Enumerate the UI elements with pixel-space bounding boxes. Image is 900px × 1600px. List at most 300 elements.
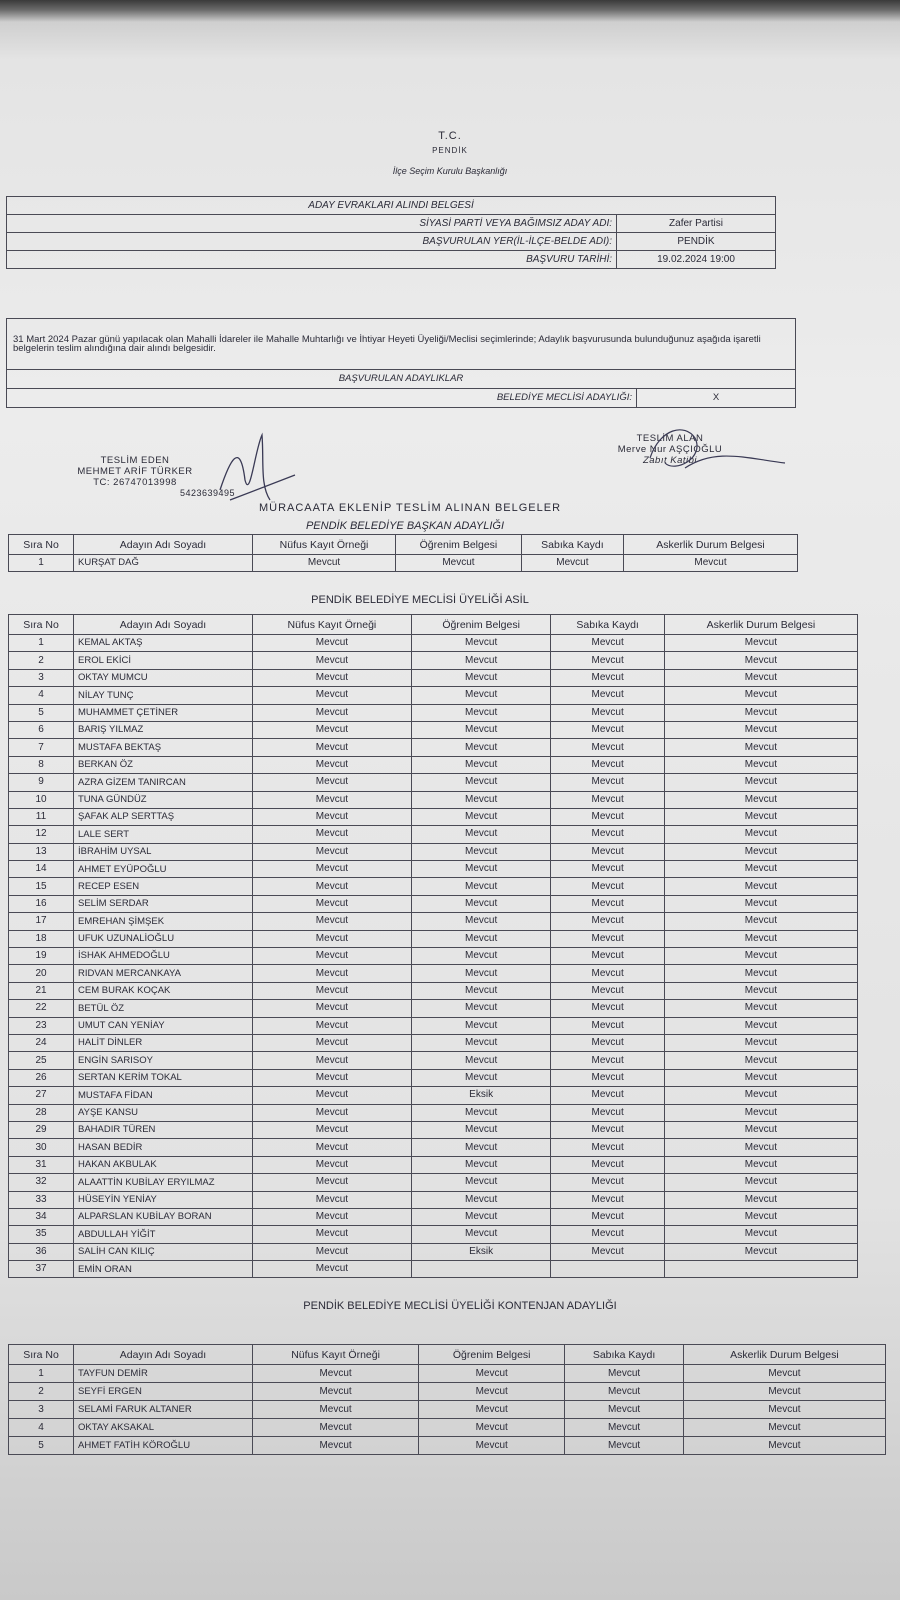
row-ogrenim: Mevcut: [419, 1437, 565, 1455]
table-row: [9, 965, 858, 982]
table-row: [9, 635, 858, 652]
row-name: MUHAMMET ÇETİNER: [74, 704, 253, 721]
table-row: [9, 1121, 858, 1138]
row-name: İBRAHİM UYSAL: [74, 843, 253, 860]
row-name: SEYFİ ERGEN: [74, 1383, 253, 1401]
row-askerlik: Mevcut: [664, 1017, 857, 1034]
row-nufus: Mevcut: [253, 791, 412, 808]
table-row: [9, 1243, 858, 1260]
table-row: [9, 791, 858, 808]
row-sabika: Mevcut: [565, 1401, 684, 1419]
row-ogrenim: Mevcut: [411, 774, 551, 791]
col-no: Sıra No: [9, 615, 74, 635]
table-row: [9, 826, 858, 843]
table-row: [9, 1226, 858, 1243]
row-no: 16: [9, 895, 74, 912]
row-sabika: Mevcut: [551, 791, 664, 808]
applied-title: BAŞVURULAN ADAYLIKLAR: [7, 370, 796, 389]
row-name: EMİN ORAN: [74, 1261, 253, 1278]
row-no: 3: [9, 1401, 74, 1419]
table-row: [9, 913, 858, 930]
row-name: TAYFUN DEMİR: [74, 1365, 253, 1383]
table-row: [9, 1087, 858, 1104]
receipt-title: ADAY EVRAKLARI ALINDI BELGESİ: [7, 197, 776, 215]
col-name: Adayın Adı Soyadı: [74, 535, 253, 555]
row-no: 36: [9, 1243, 74, 1260]
row-sabika: Mevcut: [551, 704, 664, 721]
col-askerlik: Askerlik Durum Belgesi: [623, 535, 797, 555]
row-askerlik: Mevcut: [664, 965, 857, 982]
receiver-signature-icon: [635, 418, 795, 488]
table-row: [9, 704, 858, 721]
row-no: 4: [9, 1419, 74, 1437]
row-sabika: Mevcut: [551, 808, 664, 825]
row-no: 2: [9, 652, 74, 669]
row-no: 34: [9, 1208, 74, 1225]
row-askerlik: Mevcut: [683, 1383, 885, 1401]
header-tc: T.C.: [438, 130, 462, 142]
row-no: 13: [9, 843, 74, 860]
table-row: [9, 739, 858, 756]
row-no: 21: [9, 982, 74, 999]
row-sabika: Mevcut: [551, 721, 664, 738]
row-askerlik: Mevcut: [664, 843, 857, 860]
applied-mark: X: [637, 389, 796, 408]
row-askerlik: Mevcut: [664, 895, 857, 912]
row-name: UFUK UZUNALİOĞLU: [74, 930, 253, 947]
row-no: 19: [9, 948, 74, 965]
row-sabika: Mevcut: [551, 1226, 664, 1243]
row-sabika: Mevcut: [551, 1174, 664, 1191]
row-sabika: Mevcut: [551, 1191, 664, 1208]
row-name: TUNA GÜNDÜZ: [74, 791, 253, 808]
row-sabika: Mevcut: [565, 1383, 684, 1401]
row-nufus: Mevcut: [253, 861, 412, 878]
row-no: 27: [9, 1087, 74, 1104]
receipt-label-date: BAŞVURU TARİHİ:: [7, 251, 617, 269]
giver-signature-icon: [200, 430, 310, 510]
row-nufus: Mevcut: [253, 826, 412, 843]
row-askerlik: Mevcut: [664, 774, 857, 791]
table-row: [9, 1401, 886, 1419]
row-name: ŞAFAK ALP SERTTAŞ: [74, 808, 253, 825]
row-nufus: Mevcut: [253, 1121, 412, 1138]
row-name: UMUT CAN YENİAY: [74, 1017, 253, 1034]
row-nufus: Mevcut: [253, 1052, 412, 1069]
row-ogrenim: Eksik: [411, 1087, 551, 1104]
row-no: 6: [9, 721, 74, 738]
row-askerlik: Mevcut: [664, 1243, 857, 1260]
row-name: ALAATTİN KUBİLAY ERYILMAZ: [74, 1174, 253, 1191]
row-sabika: Mevcut: [551, 1000, 664, 1017]
row-askerlik: Mevcut: [664, 669, 857, 686]
row-name: OKTAY AKSAKAL: [74, 1419, 253, 1437]
table-row: [9, 1034, 858, 1051]
giver-name: MEHMET ARİF TÜRKER: [77, 466, 193, 477]
row-askerlik: Mevcut: [664, 1208, 857, 1225]
row-askerlik: Mevcut: [664, 652, 857, 669]
council-title: PENDİK BELEDİYE MECLİSİ ÜYELİĞİ ASİL: [311, 594, 529, 606]
row-sabika: Mevcut: [551, 687, 664, 704]
row-ogrenim: Mevcut: [411, 1156, 551, 1173]
row-no: 5: [9, 1437, 74, 1455]
table-row: [9, 1174, 858, 1191]
row-name: AYŞE KANSU: [74, 1104, 253, 1121]
row-nufus: Mevcut: [253, 1174, 412, 1191]
row-no: 31: [9, 1156, 74, 1173]
row-nufus: Mevcut: [253, 1208, 412, 1225]
table-row: [9, 1156, 858, 1173]
row-askerlik: Mevcut: [664, 756, 857, 773]
row-no: 33: [9, 1191, 74, 1208]
row-askerlik: Mevcut: [623, 555, 797, 572]
row-sabika: Mevcut: [551, 843, 664, 860]
row-name: RECEP ESEN: [74, 878, 253, 895]
row-ogrenim: Mevcut: [411, 687, 551, 704]
row-askerlik: Mevcut: [664, 1052, 857, 1069]
table-row: [9, 687, 858, 704]
row-nufus: Mevcut: [253, 1000, 412, 1017]
notice-text: 31 Mart 2024 Pazar günü yapılacak olan Mahalli İdareler ile Mahalle Muhtarlığı ve İhtiyar Heyeti Üyeliği/Meclisi seçimlerinde; Adaylık başvurusunda bulunduğunuz aşağıda işaretli belgelerin teslim alındığına dair alındı belgesidir.: [7, 319, 796, 370]
table-row: [9, 1383, 886, 1401]
row-askerlik: Mevcut: [664, 687, 857, 704]
col-no: Sıra No: [9, 535, 74, 555]
header-district: PENDİK: [432, 146, 468, 155]
row-sabika: Mevcut: [551, 669, 664, 686]
row-nufus: Mevcut: [253, 739, 412, 756]
row-name: CEM BURAK KOÇAK: [74, 982, 253, 999]
row-sabika: Mevcut: [551, 895, 664, 912]
table-row: [9, 1419, 886, 1437]
row-sabika: Mevcut: [551, 965, 664, 982]
row-nufus: Mevcut: [253, 1261, 412, 1278]
table-row: [9, 1069, 858, 1086]
row-nufus: Mevcut: [253, 555, 396, 572]
row-no: 4: [9, 687, 74, 704]
row-nufus: Mevcut: [253, 652, 412, 669]
mayor-table: [8, 534, 798, 572]
row-sabika: Mevcut: [551, 1017, 664, 1034]
col-name: Adayın Adı Soyadı: [74, 1345, 253, 1365]
row-askerlik: Mevcut: [664, 635, 857, 652]
row-name: AZRA GİZEM TANIRCAN: [74, 774, 253, 791]
row-nufus: Mevcut: [253, 948, 412, 965]
row-nufus: Mevcut: [253, 669, 412, 686]
row-nufus: Mevcut: [253, 1365, 419, 1383]
row-ogrenim: Mevcut: [411, 948, 551, 965]
table-row: [9, 1208, 858, 1225]
row-no: 29: [9, 1121, 74, 1138]
row-askerlik: Mevcut: [664, 826, 857, 843]
row-nufus: Mevcut: [253, 1191, 412, 1208]
receipt-table: [6, 196, 776, 269]
row-askerlik: Mevcut: [664, 1069, 857, 1086]
row-askerlik: Mevcut: [664, 878, 857, 895]
row-no: 11: [9, 808, 74, 825]
row-nufus: Mevcut: [253, 808, 412, 825]
row-nufus: Mevcut: [253, 1226, 412, 1243]
mayor-header-row: [9, 535, 798, 555]
table-row: [9, 652, 858, 669]
row-no: 24: [9, 1034, 74, 1051]
table-row: [9, 1437, 886, 1455]
row-askerlik: Mevcut: [664, 1034, 857, 1051]
row-sabika: Mevcut: [551, 1034, 664, 1051]
row-no: 1: [9, 555, 74, 572]
row-nufus: Mevcut: [253, 1437, 419, 1455]
row-askerlik: Mevcut: [664, 1226, 857, 1243]
receipt-value-place: PENDİK: [617, 233, 776, 251]
row-sabika: Mevcut: [551, 1243, 664, 1260]
receiver-title: TESLİM ALAN: [636, 433, 704, 444]
row-ogrenim: Mevcut: [411, 1139, 551, 1156]
row-askerlik: Mevcut: [664, 808, 857, 825]
row-name: MUSTAFA BEKTAŞ: [74, 739, 253, 756]
col-name: Adayın Adı Soyadı: [74, 615, 253, 635]
header-board: İlçe Seçim Kurulu Başkanlığı: [392, 166, 508, 176]
row-no: 14: [9, 861, 74, 878]
row-no: 26: [9, 1069, 74, 1086]
row-name: HALİT DİNLER: [74, 1034, 253, 1051]
row-ogrenim: Mevcut: [411, 895, 551, 912]
row-no: 15: [9, 878, 74, 895]
row-nufus: Mevcut: [253, 635, 412, 652]
row-name: ALPARSLAN KUBİLAY BORAN: [74, 1208, 253, 1225]
row-nufus: Mevcut: [253, 1069, 412, 1086]
table-row: [9, 1017, 858, 1034]
row-nufus: Mevcut: [253, 1243, 412, 1260]
row-ogrenim: [411, 1261, 551, 1278]
row-askerlik: Mevcut: [683, 1365, 885, 1383]
row-no: 7: [9, 739, 74, 756]
row-name: HASAN BEDİR: [74, 1139, 253, 1156]
col-sabika: Sabıka Kaydı: [565, 1345, 684, 1365]
row-ogrenim: Mevcut: [411, 1121, 551, 1138]
row-sabika: Mevcut: [551, 1156, 664, 1173]
row-sabika: Mevcut: [551, 1139, 664, 1156]
row-name: SELAMİ FARUK ALTANER: [74, 1401, 253, 1419]
table-row: [9, 948, 858, 965]
row-no: 8: [9, 756, 74, 773]
row-sabika: Mevcut: [551, 861, 664, 878]
row-ogrenim: Mevcut: [411, 861, 551, 878]
row-sabika: Mevcut: [565, 1419, 684, 1437]
row-sabika: Mevcut: [551, 652, 664, 669]
row-no: 17: [9, 913, 74, 930]
col-nufus: Nüfus Kayıt Örneği: [253, 535, 396, 555]
row-nufus: Mevcut: [253, 1419, 419, 1437]
quota-table: [8, 1344, 886, 1455]
table-row: [9, 669, 858, 686]
row-name: LALE SERT: [74, 826, 253, 843]
row-nufus: Mevcut: [253, 1383, 419, 1401]
table-row: [9, 721, 858, 738]
row-nufus: Mevcut: [253, 774, 412, 791]
row-sabika: Mevcut: [521, 555, 623, 572]
row-ogrenim: Mevcut: [419, 1383, 565, 1401]
row-sabika: Mevcut: [565, 1365, 684, 1383]
row-sabika: Mevcut: [551, 1069, 664, 1086]
row-sabika: Mevcut: [551, 1121, 664, 1138]
table-row: [9, 861, 858, 878]
row-sabika: Mevcut: [551, 913, 664, 930]
table-row: [9, 774, 858, 791]
row-name: SERTAN KERİM TOKAL: [74, 1069, 253, 1086]
row-askerlik: Mevcut: [664, 1139, 857, 1156]
row-name: KEMAL AKTAŞ: [74, 635, 253, 652]
row-no: 1: [9, 1365, 74, 1383]
row-askerlik: Mevcut: [664, 1191, 857, 1208]
row-no: 30: [9, 1139, 74, 1156]
row-sabika: Mevcut: [551, 1052, 664, 1069]
attached-title: MÜRACAATA EKLENİP TESLİM ALINAN BELGELER: [258, 502, 562, 514]
row-nufus: Mevcut: [253, 721, 412, 738]
row-askerlik: Mevcut: [664, 948, 857, 965]
row-no: 28: [9, 1104, 74, 1121]
notice-table: [6, 318, 796, 408]
row-nufus: Mevcut: [253, 687, 412, 704]
row-nufus: Mevcut: [253, 878, 412, 895]
row-no: 20: [9, 965, 74, 982]
giver-tc: TC: 26747013998: [93, 477, 177, 488]
row-no: 32: [9, 1174, 74, 1191]
row-nufus: Mevcut: [253, 895, 412, 912]
row-ogrenim: Mevcut: [411, 878, 551, 895]
row-nufus: Mevcut: [253, 756, 412, 773]
row-name: HAKAN AKBULAK: [74, 1156, 253, 1173]
table-row: [9, 808, 858, 825]
row-no: 9: [9, 774, 74, 791]
row-ogrenim: Mevcut: [411, 826, 551, 843]
quota-title: PENDİK BELEDİYE MECLİSİ ÜYELİĞİ KONTENJAN ADAYLIĞI: [303, 1300, 617, 1312]
row-askerlik: Mevcut: [664, 739, 857, 756]
row-name: KURŞAT DAĞ: [74, 555, 253, 572]
row-askerlik: Mevcut: [664, 1000, 857, 1017]
col-ogrenim: Öğrenim Belgesi: [411, 615, 551, 635]
row-askerlik: Mevcut: [664, 861, 857, 878]
row-sabika: Mevcut: [551, 982, 664, 999]
row-name: HÜSEYİN YENİAY: [74, 1191, 253, 1208]
row-no: 1: [9, 635, 74, 652]
row-no: 37: [9, 1261, 74, 1278]
row-ogrenim: Mevcut: [411, 965, 551, 982]
row-no: 23: [9, 1017, 74, 1034]
row-ogrenim: Mevcut: [411, 1052, 551, 1069]
row-askerlik: Mevcut: [664, 704, 857, 721]
row-no: 12: [9, 826, 74, 843]
receipt-value-date: 19.02.2024 19:00: [617, 251, 776, 269]
col-nufus: Nüfus Kayıt Örneği: [253, 1345, 419, 1365]
table-row: [9, 1191, 858, 1208]
table-row: [9, 1000, 858, 1017]
table-row: [9, 930, 858, 947]
row-sabika: Mevcut: [551, 1208, 664, 1225]
row-ogrenim: Mevcut: [411, 1174, 551, 1191]
row-ogrenim: Mevcut: [419, 1419, 565, 1437]
row-name: MUSTAFA FİDAN: [74, 1087, 253, 1104]
row-sabika: Mevcut: [551, 930, 664, 947]
row-name: BARIŞ YILMAZ: [74, 721, 253, 738]
row-name: NİLAY TUNÇ: [74, 687, 253, 704]
table-row: [9, 982, 858, 999]
row-no: 18: [9, 930, 74, 947]
row-askerlik: Mevcut: [664, 1121, 857, 1138]
receiver-role: Zabıt Katibi: [642, 455, 698, 466]
row-no: 25: [9, 1052, 74, 1069]
row-ogrenim: Mevcut: [396, 555, 522, 572]
row-no: 35: [9, 1226, 74, 1243]
row-name: ABDULLAH YİĞİT: [74, 1226, 253, 1243]
row-nufus: Mevcut: [253, 1156, 412, 1173]
row-askerlik: Mevcut: [664, 930, 857, 947]
row-name: OKTAY MUMCU: [74, 669, 253, 686]
row-ogrenim: Mevcut: [411, 652, 551, 669]
col-no: Sıra No: [9, 1345, 74, 1365]
table-row: [9, 895, 858, 912]
row-ogrenim: Mevcut: [411, 982, 551, 999]
row-no: 5: [9, 704, 74, 721]
row-ogrenim: Mevcut: [411, 913, 551, 930]
row-nufus: Mevcut: [253, 913, 412, 930]
row-sabika: Mevcut: [551, 878, 664, 895]
table-row: [9, 756, 858, 773]
quota-header-row: [9, 1345, 886, 1365]
row-name: İSHAK AHMEDOĞLU: [74, 948, 253, 965]
table-row: [9, 555, 798, 572]
row-nufus: Mevcut: [253, 982, 412, 999]
row-name: SELİM SERDAR: [74, 895, 253, 912]
row-name: ENGİN SARISOY: [74, 1052, 253, 1069]
row-nufus: Mevcut: [253, 1017, 412, 1034]
row-ogrenim: Mevcut: [411, 808, 551, 825]
row-nufus: Mevcut: [253, 1087, 412, 1104]
row-sabika: Mevcut: [551, 774, 664, 791]
row-no: 3: [9, 669, 74, 686]
row-ogrenim: Mevcut: [411, 704, 551, 721]
table-row: [9, 1052, 858, 1069]
row-ogrenim: Mevcut: [411, 635, 551, 652]
row-nufus: Mevcut: [253, 930, 412, 947]
row-ogrenim: Mevcut: [411, 843, 551, 860]
applied-label: BELEDİYE MECLİSİ ADAYLIĞI:: [7, 389, 637, 408]
row-sabika: Mevcut: [551, 635, 664, 652]
col-nufus: Nüfus Kayıt Örneği: [253, 615, 412, 635]
row-nufus: Mevcut: [253, 1104, 412, 1121]
row-askerlik: Mevcut: [683, 1401, 885, 1419]
row-ogrenim: Mevcut: [411, 721, 551, 738]
row-ogrenim: Mevcut: [411, 1191, 551, 1208]
row-no: 10: [9, 791, 74, 808]
row-askerlik: Mevcut: [664, 1156, 857, 1173]
receipt-value-party: Zafer Partisi: [617, 215, 776, 233]
row-askerlik: Mevcut: [683, 1419, 885, 1437]
row-ogrenim: Mevcut: [411, 756, 551, 773]
row-nufus: Mevcut: [253, 1139, 412, 1156]
row-sabika: Mevcut: [551, 1087, 664, 1104]
receiver-name: Merve Nur AŞÇIOĞLU: [617, 444, 723, 455]
row-nufus: Mevcut: [253, 1401, 419, 1419]
row-askerlik: Mevcut: [664, 1174, 857, 1191]
row-no: 2: [9, 1383, 74, 1401]
row-name: BAHADIR TÜREN: [74, 1121, 253, 1138]
row-ogrenim: Mevcut: [419, 1401, 565, 1419]
row-sabika: Mevcut: [551, 739, 664, 756]
col-sabika: Sabıka Kaydı: [521, 535, 623, 555]
row-ogrenim: Mevcut: [411, 1104, 551, 1121]
row-ogrenim: Mevcut: [411, 669, 551, 686]
giver-title: TESLİM EDEN: [100, 455, 170, 466]
receipt-label-place: BAŞVURULAN YER(İL-İLÇE-BELDE ADI):: [7, 233, 617, 251]
